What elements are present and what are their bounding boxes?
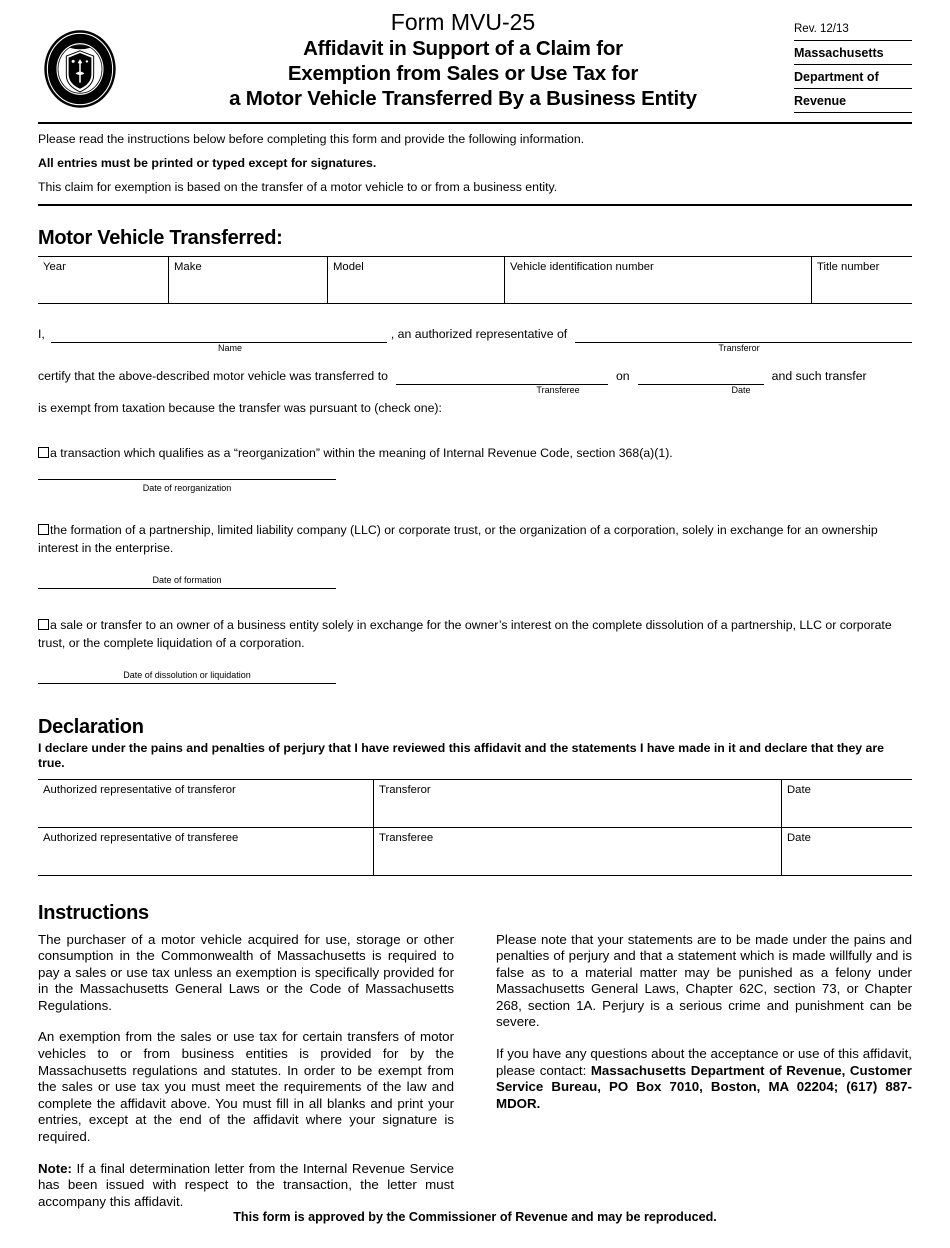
sig-cell-transferee[interactable] [374,827,782,875]
vehicle-cell-vin[interactable] [505,257,812,303]
sig-cell-transferor[interactable] [374,780,782,828]
declaration-text: I declare under the pains and penalties of perjury that I have reviewed this affidavit and the statements I have made in it and declare that they are true. [38,740,884,770]
vehicle-cell-year[interactable] [38,257,169,303]
sig-cell-rep-transferee[interactable] [38,827,374,875]
certify-line-1 [38,326,912,343]
transferor-caption: Transferor [718,343,760,353]
instructions-right-p1: Please note that your statements are to be made under the pains and penalties of perjury and that a statement which is made willfully and is false as to a material matter may be punished as a felony under Massachusetts General Laws, Chapter 62C, section 73, or Chapter 268, section 1A. Perjury is a serious crime and punishment can be severe. [496,931,912,1030]
date-of-reorganization-field[interactable] [38,479,336,494]
form-page [38,0,912,1248]
intro-line-2: All entries must be printed or typed except for signatures. [38,156,377,170]
transfer-date-input[interactable] [638,371,764,385]
certification-block [38,326,912,417]
date-of-reorganization-caption: Date of reorganization [142,482,232,493]
sig-label-transferee: Transferee [379,831,434,844]
form-number: Form MVU-25 [390,9,536,35]
vehicle-section-heading: Motor Vehicle Transferred: [38,227,283,249]
vehicle-col-label-vin: Vehicle identification number [510,261,654,273]
vehicle-col-label-model: Model [333,261,364,273]
date-of-dissolution-line[interactable] [38,683,336,684]
certify-line-1-captions [38,343,912,357]
agency-line-1: Massachusetts [794,46,912,65]
i-label: I, [38,327,45,341]
signature-table [38,780,912,875]
option-1-text: a transaction which qualifies as a “reorganization” within the meaning of Internal Revenue Code, section 368(a)(1). [50,446,673,460]
form-header [38,0,912,122]
instructions-columns [38,932,912,1211]
note-text: If a final determination letter from the Internal Revenue Service has been issued with respect to the transaction, the letter must accompany this affidavit. [38,1160,454,1209]
instructions-left-p3 [38,1161,454,1211]
form-title-block [188,8,738,111]
exemption-option-2[interactable] [38,521,912,558]
sig-label-date-transferor: Date [787,783,811,796]
sig-cell-date-transferee[interactable] [782,827,913,875]
date-of-dissolution-caption: Date of dissolution or liquidation [123,669,251,680]
certify-line-2 [38,368,912,385]
instructions-left-p2: An exemption from the sales or use tax for certain transfers of motor vehicles to or from business entities is provided for by the Massachusetts regulations and statutes. In order to be exempt from the sales or use tax you must meet the requirements of the law and complete the affidavit above. You must fill in all blanks and print your entries, except at the end of the affidavit where your signature is required. [38,1029,454,1145]
table-row [38,780,912,828]
date-of-dissolution-field[interactable] [38,669,336,684]
checkbox-dissolution[interactable] [38,619,49,630]
vehicle-table-wrapper [38,256,912,304]
vehicle-table [38,257,912,303]
form-title-line-2: Exemption from Sales or Use Tax for [287,62,639,85]
authorized-rep-of-label: , an authorized representative of [390,327,568,341]
form-title-line-1: Affidavit in Support of a Claim for [303,37,623,60]
instructions-heading: Instructions [38,901,149,924]
vehicle-col-label-year: Year [43,261,66,273]
transferor-input[interactable] [575,329,912,343]
sig-label-rep-transferee: Authorized representative of transferee [43,831,239,844]
name-caption: Name [217,343,242,353]
intro-block [38,124,912,204]
name-input[interactable] [51,329,387,343]
instructions-right-p2 [496,1046,912,1112]
note-label: Note: [38,1160,72,1176]
certify-line-2-captions [38,385,912,399]
contact-lead-text: If you have any questions about the acceptance or use of this affidavit, please contact: [496,1046,912,1078]
date-of-formation-field[interactable] [38,574,336,589]
transferee-caption: Transferee [536,385,580,395]
sig-label-rep-transferor: Authorized representative of transferor [43,783,236,796]
option-3-text: a sale or transfer to an owner of a business entity solely in exchange for the owner’s interest on the complete dissolution of a partnership, LLC or corporate trust, or the complete liquidation of a corporation. [38,617,892,650]
sig-cell-rep-transferor[interactable] [38,780,374,828]
intro-line-1: Please read the instructions below before completing this form and provide the following information. [38,132,585,146]
agency-line-3: Revenue [794,94,912,113]
exemption-option-1[interactable] [38,444,912,463]
exemption-option-3[interactable] [38,616,912,653]
revision-date: Rev. 12/13 [794,22,912,41]
and-such-transfer-label: and such transfer [771,369,867,383]
form-title-line-3: a Motor Vehicle Transferred By a Business Entity [229,87,697,110]
checkbox-reorganization[interactable] [38,447,49,458]
certify-line-3: is exempt from taxation because the transfer was pursuant to (check one): [38,401,442,415]
table-row [38,827,912,875]
transferee-input[interactable] [396,371,608,385]
sig-cell-date-transferor[interactable] [782,780,913,828]
instructions-left-p1: The purchaser of a motor vehicle acquired for use, storage or other consumption in the Commonwealth of Massachusetts is required to pay a sales or use tax unless an exemption is specifically provided for in the Massachusetts General Laws or the Code of Massachusetts Regulations. [38,931,454,1013]
signature-table-wrapper [38,779,912,876]
declaration-heading: Declaration [38,715,144,738]
intro-line-3: This claim for exemption is based on the transfer of a motor vehicle to or from a business entity. [38,180,558,194]
sig-label-date-transferee: Date [787,831,811,844]
table-row [38,257,912,303]
certify-text: certify that the above-described motor vehicle was transferred to [38,369,388,383]
transfer-date-caption: Date [731,385,751,395]
instructions-right-column [496,932,912,1211]
vehicle-cell-model[interactable] [328,257,505,303]
vehicle-col-label-title-number: Title number [817,261,880,273]
checkbox-formation[interactable] [38,524,49,535]
on-label: on [615,369,630,383]
option-2-text: the formation of a partnership, limited liability company (LLC) or corporate trust, or the organization of a corporation, solely in exchange for an ownership interest in the enterprise. [38,522,878,555]
vehicle-cell-make[interactable] [169,257,328,303]
agency-line-2: Department of [794,70,912,89]
contact-details: Massachusetts Department of Revenue, Customer Service Bureau, PO Box 7010, Boston, MA 02204; (617) 887-MDOR. [496,1062,912,1111]
date-of-formation-line[interactable] [38,588,336,589]
instructions-left-column [38,932,454,1211]
sig-label-transferor: Transferor [379,783,431,796]
intro-divider-bottom [38,204,912,206]
massachusetts-dor-seal-icon [42,28,118,110]
form-footer: This form is approved by the Commissioner of Revenue and may be reproduced. [233,1210,717,1224]
vehicle-col-label-make: Make [174,261,202,273]
date-of-formation-caption: Date of formation [152,574,222,585]
revision-agency-block [794,22,912,113]
vehicle-cell-title-number[interactable] [812,257,913,303]
